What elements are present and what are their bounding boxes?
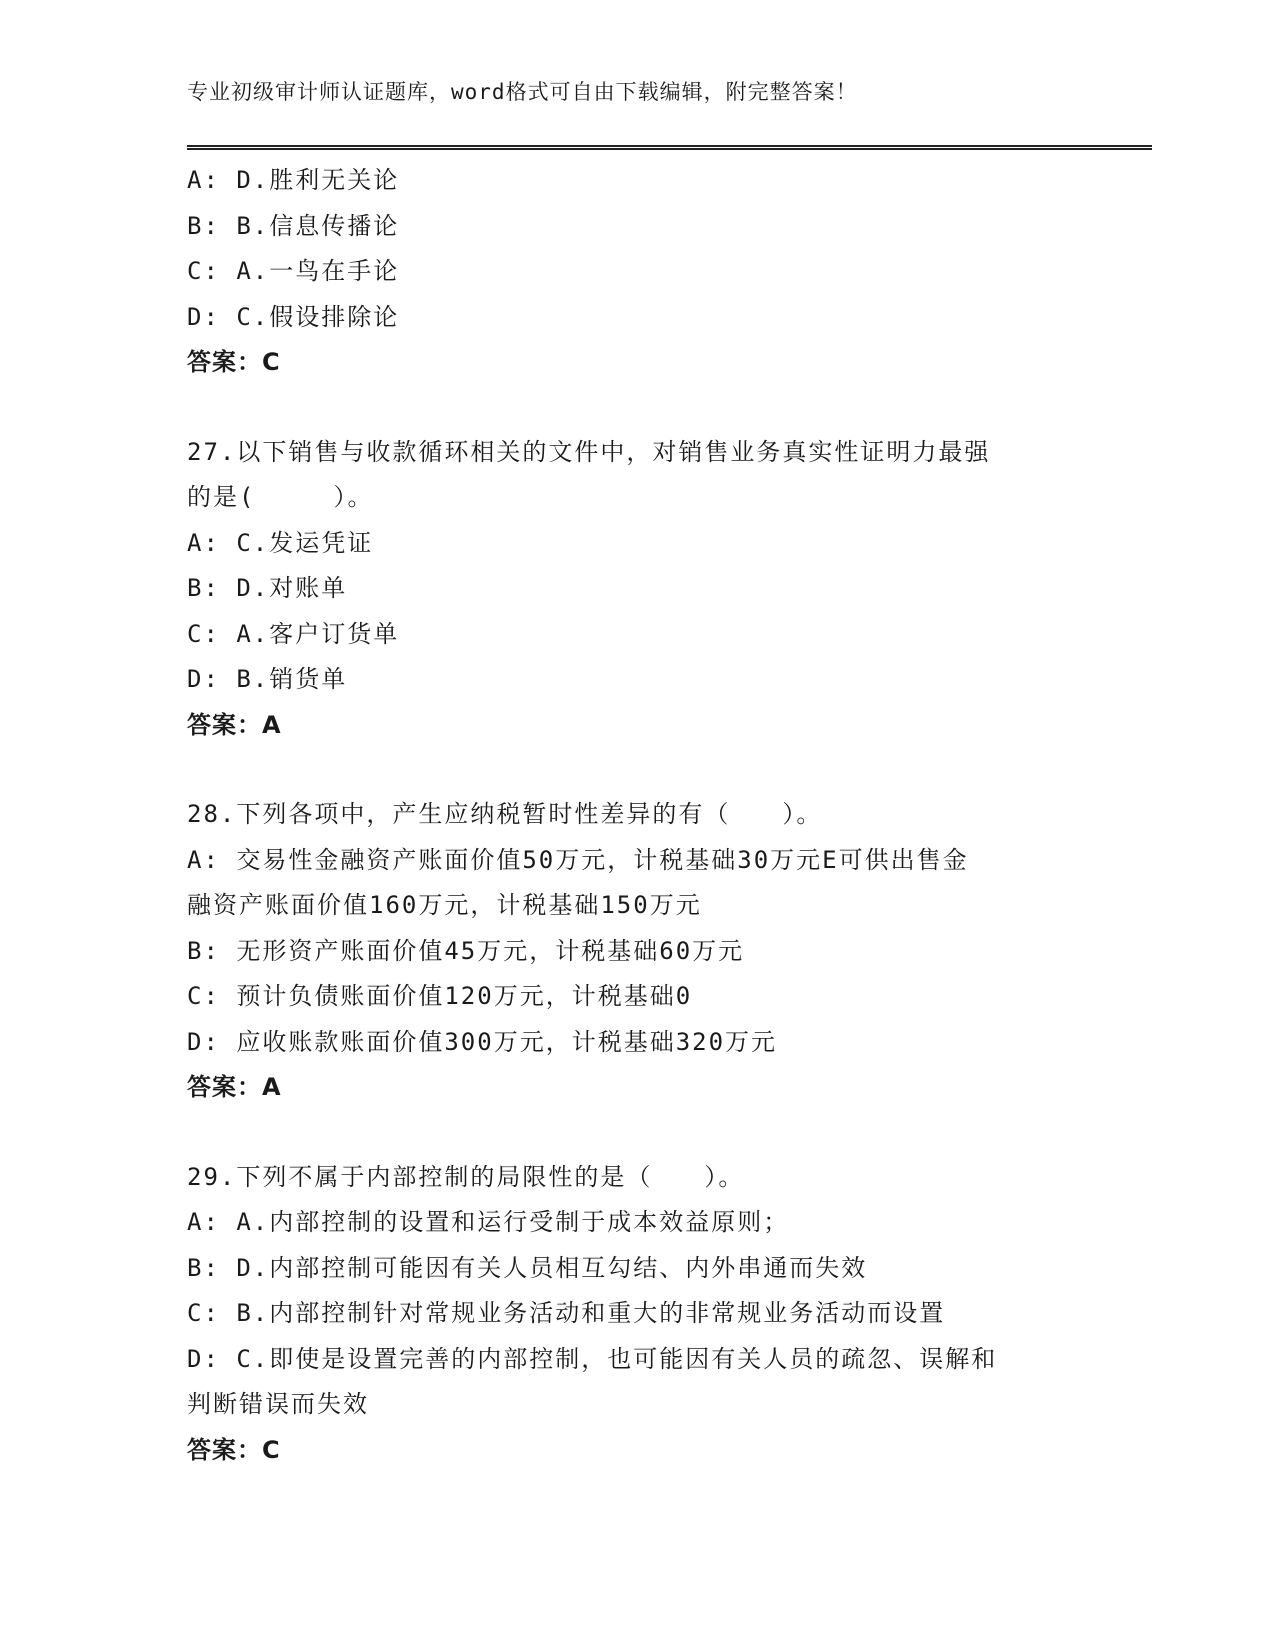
- option-a: A: D.胜利无关论: [187, 166, 400, 194]
- option-c: C: 预计负债账面价值120万元，计税基础0: [187, 982, 693, 1010]
- page-header: 专业初级审计师认证题库，word格式可自由下载编辑，附完整答案！: [187, 80, 858, 104]
- question-26: [187, 158, 1087, 386]
- option-d: D: C.假设排除论: [187, 302, 400, 331]
- option-b: B: B.信息传播论: [187, 211, 400, 240]
- option-d-continued: 判断错误而失效: [187, 1390, 369, 1418]
- question-stem: 28.下列各项中，产生应纳税暂时性差异的有（ ）。: [187, 800, 823, 828]
- option-b: B: D.对账单: [187, 574, 348, 602]
- question-28: [187, 792, 1087, 1111]
- option-a-continued: 融资产账面价值160万元，计税基础150万元: [187, 891, 702, 919]
- option-c: C: B.内部控制针对常规业务活动和重大的非常规业务活动而设置: [187, 1299, 946, 1327]
- answer: 答案：A: [187, 710, 282, 739]
- option-c: C: A.一鸟在手论: [187, 257, 400, 285]
- option-b: B: 无形资产账面价值45万元，计税基础60万元: [187, 936, 745, 965]
- question-stem: 29.下列不属于内部控制的局限性的是（ ）。: [187, 1162, 745, 1191]
- question-stem-continued: 的是( ）。: [187, 483, 374, 511]
- option-d: D: B.销货单: [187, 665, 348, 693]
- answer: 答案：C: [187, 348, 281, 376]
- option-a: A: C.发运凭证: [187, 528, 374, 557]
- answer: 答案：A: [187, 1073, 282, 1101]
- option-d: D: 应收账款账面价值300万元，计税基础320万元: [187, 1027, 778, 1056]
- option-b: B: D.内部控制可能因有关人员相互勾结、内外串通而失效: [187, 1253, 868, 1282]
- question-stem: 27.以下销售与收款循环相关的文件中，对销售业务真实性证明力最强: [187, 437, 991, 466]
- question-27: [187, 430, 1087, 749]
- option-c: C: A.客户订货单: [187, 619, 400, 648]
- option-a: A: 交易性金融资产账面价值50万元，计税基础30万元E可供出售金: [187, 845, 969, 874]
- answer: 答案：C: [187, 1435, 281, 1464]
- document-body: [187, 158, 1087, 1473]
- header-divider: [187, 145, 1152, 150]
- option-d: D: C.即使是设置完善的内部控制，也可能因有关人员的疏忽、误解和: [187, 1344, 998, 1373]
- option-a: A: A.内部控制的设置和运行受制于成本效益原则；: [187, 1208, 790, 1236]
- question-29: [187, 1155, 1087, 1474]
